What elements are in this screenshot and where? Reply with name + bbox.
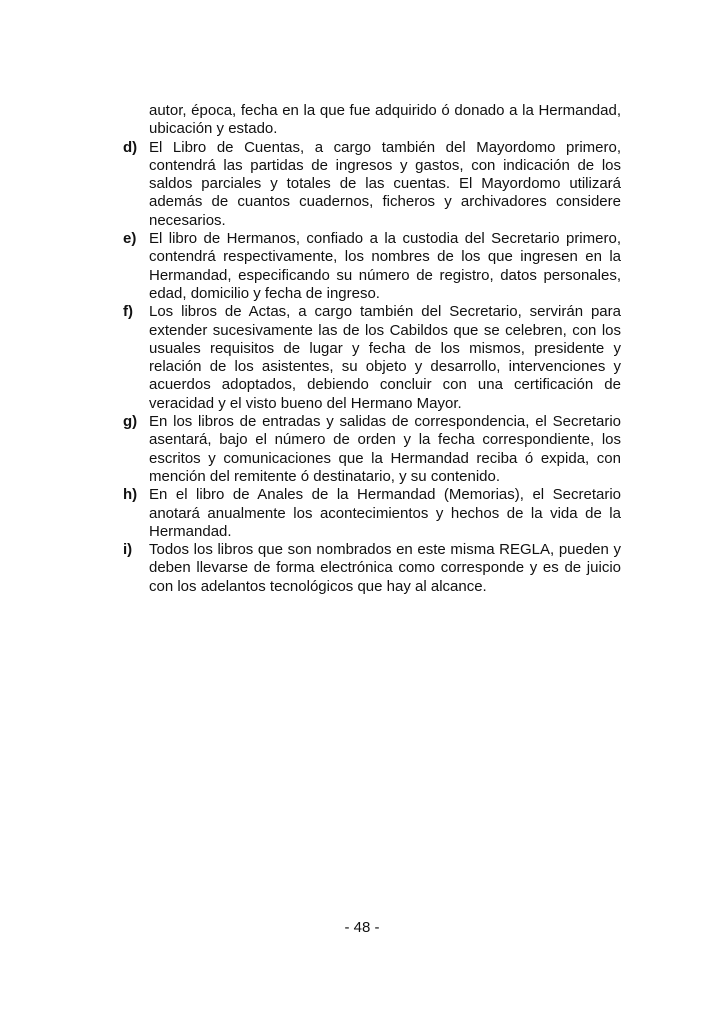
- list-item-h: [123, 486, 621, 541]
- list-item-text: En los libros de entradas y salidas de correspondencia, el Secretario asentará, bajo el número de orden y la fecha correspondiente, los escritos y comunicaciones que la Hermandad reciba ó expida, con mención del remitente ó destinatario, y su contenido.: [149, 413, 621, 485]
- list-item-text: Los libros de Actas, a cargo también del Secretario, servirán para extender sucesivamente las de los Cabildos que se celebren, con los usuales requisitos de lugar y fecha de los mismos, presidente y relación de los asistentes, su objeto y desarrollo, intervenciones y acuerdos adoptados, debiendo concluir con una certificación de veracidad y el visto bueno del Hermano Mayor.: [149, 303, 621, 412]
- list-item-letter: h): [123, 486, 138, 504]
- list-item-text: En el libro de Anales de la Hermandad (Memorias), el Secretario anotará anualmente los acontecimientos y hechos de la vida de la Hermandad.: [149, 486, 621, 540]
- list-item-letter: g): [123, 413, 138, 431]
- list-item-text: El libro de Hermanos, confiado a la custodia del Secretario primero, contendrá respectivamente, los nombres de los que ingresen en la Hermandad, especificando su número de registro, datos personales, edad, domicilio y fecha de ingreso.: [149, 230, 621, 302]
- list-item-i: [123, 541, 621, 596]
- list-item-letter: d): [123, 138, 138, 156]
- list-item-text: Todos los libros que son nombrados en este misma REGLA, pueden y deben llevarse de forma electrónica como corresponde y es de juicio con los adelantos tecnológicos que hay al alcance.: [149, 541, 621, 595]
- list-item-e: [123, 230, 621, 303]
- list-item-letter: e): [123, 230, 137, 248]
- page-number: - 48 -: [344, 919, 380, 936]
- list-item-d: [123, 139, 621, 230]
- list-item-f: [123, 303, 621, 413]
- continuation-paragraph: autor, época, fecha en la que fue adquirido ó donado a la Hermandad, ubicación y estado.: [149, 102, 621, 138]
- list-item-g: [123, 413, 621, 486]
- page-body: [123, 102, 621, 596]
- list-item-letter: f): [123, 303, 133, 321]
- list-item-letter: i): [123, 541, 133, 559]
- list-item-text: El Libro de Cuentas, a cargo también del Mayordomo primero, contendrá las partidas de ingresos y gastos, con indicación de los saldos parciales y totales de las cuentas. El Mayordomo utilizará además de cuantos cuadernos, ficheros y archivadores considere necesarios.: [149, 138, 621, 229]
